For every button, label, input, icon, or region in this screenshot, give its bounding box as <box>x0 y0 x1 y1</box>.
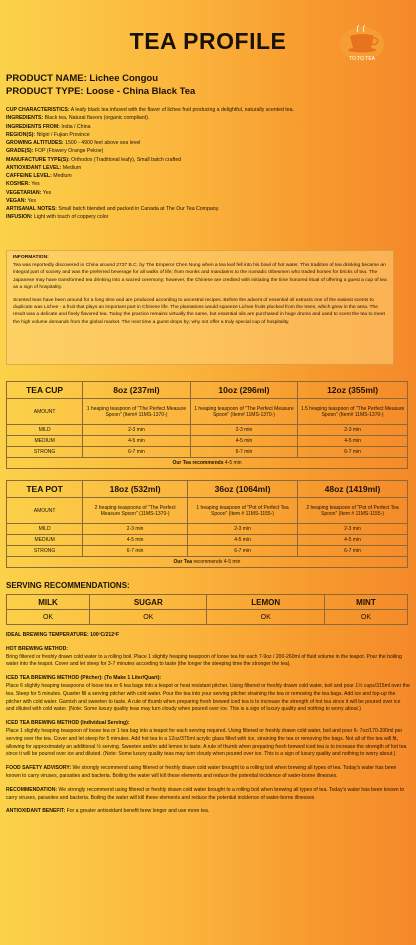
iced-individual-text: Place 1 slightly heaping teaspoon of loose tea or 1 tea bag into a teapot for each serving required. Using filtered or freshly drawn cold water, boil and pour 6- 7oz/170-200ml per serving over the tea. Cover and let steep for 5 minutes. Add hot tea to a 12oz/375ml acrylic glass filled with ice, straining the tea or removing the bags. Not all of the tea will fit, allowing for approximately an additional ½ serving. Sweeten and/or add lemon to taste. A rule of thumb when preparing fresh brewed iced tea is to increase the strength of hot tea since it will be poured over ice and diluted. (Note: Some luxury quality teas may turn cloudy when poured over ice. This is a sign of luxury quality and nothing to worry about.) <box>6 727 407 758</box>
tea-cup-amount-label: AMOUNT <box>7 399 83 425</box>
property-value: 1500 - 4900 feet above sea level <box>65 140 141 146</box>
tea-pot-amount-2: 1 heaping teaspoon of "Pot of Perfect Tea Spoon" (Item # 11MS-1155-) <box>188 498 298 524</box>
property-value: Yes <box>27 197 37 204</box>
tea-pot-cell: 2-3 min <box>188 524 298 535</box>
food-safety-heading: FOOD SAFETY ADVISORY: <box>6 765 72 772</box>
tea-cup-rec-value: 4-5 min <box>224 460 242 466</box>
property-line <box>6 164 410 172</box>
tea-pot-col-3: 48oz (1419ml) <box>298 481 408 498</box>
serving-col: MINT <box>324 595 407 610</box>
property-key: REGION(S): <box>6 131 36 138</box>
tea-pot-cell: 2-3 min <box>83 524 188 535</box>
property-value: Small batch blended and packed in Canada at The Our Tea Company. <box>58 206 220 212</box>
property-line <box>6 114 410 122</box>
tea-cup-row-label: MILD <box>7 425 83 436</box>
property-value: Orthodox (Traditional leafy), Small batch crafted <box>71 156 182 163</box>
property-line <box>6 205 410 213</box>
tea-cup-cell: 2-3 min <box>190 425 298 436</box>
property-value: Medium <box>53 173 72 179</box>
tea-pot-recommendation <box>7 557 408 568</box>
serving-col: MILK <box>7 595 90 610</box>
tea-pot-row-label: STRONG <box>7 546 83 557</box>
recommendation-heading: RECOMMENDATION: <box>6 786 58 793</box>
serving-table <box>6 594 408 625</box>
property-value: Light with touch of coppery color <box>33 214 109 221</box>
food-safety-text: We strongly recommend using filtered or freshly drawn cold water brought to a rolling boil when brewing all types of tea. Today's water has been known to carry viruses, parasites and bacteria. Boiling the water will kill these elements and reduce the potential incidence of water-borne illnesses. <box>6 765 397 779</box>
product-name-line <box>6 73 158 84</box>
tea-pot-cell: 6-7 min <box>188 546 298 557</box>
tea-pot-col-1: 18oz (532ml) <box>83 481 188 498</box>
antioxidant-text: For a greater antioxidant benefit brew longer and use more tea. <box>66 808 210 815</box>
brewing-instructions <box>6 632 410 822</box>
property-key: VEGAN: <box>6 197 27 204</box>
property-value: Black tea, Natural flavors (organic compliant). <box>44 115 150 122</box>
tea-cup-amount-3: 1.5 heaping teaspoon of "The Perfect Measure Spoon" (Item# 11MS-1370-) <box>298 399 408 425</box>
property-value: Nilgiri / Fujian Province <box>36 131 90 138</box>
property-key: GROWING ALTITUDES: <box>6 140 64 146</box>
tea-cup-cell: 4-5 min <box>190 436 298 447</box>
iced-pitcher-text: Place 6 slightly heaping teaspoons of loose tea or 6 tea bags into a teapot or heat resistant pitcher. Using filtered or freshly drawn cold water, boil and pour 1½ cups/315ml over the tea. Steep for 5 minutes. Quarter fill a serving pitcher with cold water. Pour the tea into your serving pitcher straining the tea or removing the tea bags. Add ice and top-up the pitcher with cold water. Garnish and sweeten to taste. A rule of thumb when preparing fresh brewed iced tea is to increase the strength of hot tea since it will be poured over ice and diluted with cold water. (Note: Some luxury quality teas may turn cloudy when poured over ice. This is a sign of luxury quality and nothing to worry about.) <box>6 682 410 713</box>
serving-val: OK <box>90 610 207 625</box>
tea-cup-cell: 6-7 min <box>298 447 408 458</box>
iced-individual-heading: ICED TEA BREWING METHOD (Individual Serving): <box>6 720 130 727</box>
tea-pot-table <box>6 480 408 568</box>
recommendation-text: We strongly recommend using filtered or freshly drawn cold water brought to a rolling boil when brewing all types of tea. Today's water has been known to carry viruses, parasites and bacteria. Boiling the water will kill these elements and reduce the potential incidence of water-borne illnesses <box>6 786 405 801</box>
property-line <box>6 213 410 221</box>
property-key: ANTIOXIDANT LEVEL: <box>6 164 62 171</box>
hot-method-heading: HOT BREWING METHOD: <box>6 645 68 652</box>
property-line <box>6 180 410 188</box>
serving-heading: SERVING RECOMMENDATIONS: <box>6 581 130 590</box>
tea-pot-cell: 2-3 min <box>298 524 408 535</box>
property-key: KOSHER: <box>6 181 30 188</box>
tea-pot-amount-1: 2 heaping teaspoons of "The Perfect Measure Spoon" (11MS-1370-) <box>83 498 188 524</box>
property-line <box>6 139 410 147</box>
tea-pot-cell: 6-7 min <box>298 546 408 557</box>
product-type-line <box>6 86 195 97</box>
tea-cup-amount-1: 1 heaping teaspoon of "The Perfect Measure Spoon" (Item# 11MS-1370-) <box>83 399 191 425</box>
property-value: FOP (Flowery Orange Pekoe) <box>34 148 104 155</box>
serving-col: LEMON <box>207 595 324 610</box>
property-key: INGREDIENTS FROM: <box>6 123 60 130</box>
tea-pot-row-label: MILD <box>7 524 83 535</box>
property-value: Yes <box>42 189 52 196</box>
tea-pot-amount-label: AMOUNT <box>7 498 83 524</box>
antioxidant-heading: ANTIOXIDANT BENEFIT: <box>6 808 66 815</box>
property-line <box>6 147 410 155</box>
property-key: INFUSION: <box>6 214 33 221</box>
tea-cup-row-label: STRONG <box>7 447 83 458</box>
property-value: A leafy black tea infused with the flavor of lichee fruit producing a delightful, naturally scented tea. <box>70 107 294 113</box>
property-key: ARTISANAL NOTES: <box>6 206 57 212</box>
property-value: India / China <box>61 123 91 130</box>
product-name-label: PRODUCT NAME: <box>6 73 87 84</box>
property-value: Yes <box>31 181 40 188</box>
property-key: CAFFEINE LEVEL: <box>6 173 52 179</box>
information-paragraph-1: Tea was reportedly discovered in China around 2737 B.C. by The Emperor Chen Nung when a tea leaf fell into his bowl of hot water. This tradition of tea drinking became an integral part of society and was the preferred beverage for all walks of life; from monks and mandarins to the nomadic tribesmen who traded horses for bricks of tea. The Japanese may have transformed tea drinking into a sacred ceremony; however, the Chinese are credited with initiating the time honored ritual of offering a guest a cup of tea as a sign of hospitality. <box>13 263 387 290</box>
property-line <box>6 189 410 197</box>
tea-cup-row-label: MEDIUM <box>7 436 83 447</box>
information-box <box>6 250 394 365</box>
tea-cup-cell: 6-7 min <box>190 447 298 458</box>
tea-cup-col-1: 8oz (237ml) <box>83 382 191 399</box>
tea-pot-amount-3: 2 heaping teaspoon of "Pot of Perfect Tea Spoon" (Item # 11MS-1155-) <box>298 498 408 524</box>
serving-val: OK <box>207 610 324 625</box>
tea-pot-rec-value: recommends 4-5 min <box>193 559 241 565</box>
tea-properties <box>6 106 410 222</box>
tea-pot-cell: 4-5 min <box>298 535 408 546</box>
information-paragraph-2: Scented teas have been around for a long time and are produced according to ancestral recipes. Before the advent of essential oil extracts one of the easiest scents to duplicate was Lichee - a fruit that plays an important part in Chinese life. The plantations would squeeze Lichee fruits plucked from the trees, which grew in the area. The result was a delicate and finely flavored tea. Today the practice remains virtually the same, but essential oils are purchased in huge drums and used to scent the tea to meet the high volume demands from the global market. The next time a guest drops by; why not offer a truly special cup of hospitality. <box>13 298 385 325</box>
tea-cup-rec-label: Our Tea recommends <box>172 460 224 466</box>
tea-cup-cell: 2-3 min <box>298 425 408 436</box>
tea-pot-rec-label: Our Tea <box>173 559 193 565</box>
teacup-logo-icon <box>336 22 388 66</box>
tea-pot-cell: 4-5 min <box>188 535 298 546</box>
property-line <box>6 172 410 180</box>
tea-pot-cell: 6-7 min <box>83 546 188 557</box>
tea-pot-cell: 4-5 min <box>83 535 188 546</box>
tea-pot-row-label: MEDIUM <box>7 535 83 546</box>
tea-cup-col-2: 10oz (296ml) <box>190 382 298 399</box>
tea-cup-amount-2: 1 heaping teaspoon of "The Perfect Measure Spoon" (Item# 11MS-1370-) <box>190 399 298 425</box>
property-key: INGREDIENTS: <box>6 115 44 122</box>
tea-pot-col-2: 36oz (1064ml) <box>188 481 298 498</box>
property-line <box>6 156 410 164</box>
page-title: TEA PROFILE <box>129 28 287 54</box>
property-key: MANUFACTURE TYPE(S): <box>6 156 70 163</box>
ideal-temp: IDEAL BREWING TEMPERATURE: 100ºC/212ºF <box>6 632 120 638</box>
tea-cup-col-3: 12oz (355ml) <box>298 382 408 399</box>
iced-pitcher-heading: ICED TEA BREWING METHOD (Pitcher): (To Make 1 Liter/Quart): <box>6 675 162 682</box>
information-heading: INFORMATION: <box>13 255 49 260</box>
tea-cup-cell: 4-5 min <box>83 436 191 447</box>
product-name: Lichee Congou <box>89 73 159 84</box>
property-line <box>6 106 410 114</box>
property-key: CUP CHARACTERISTICS: <box>6 107 70 113</box>
hot-method-text: Bring filtered or freshly drawn cold water to a rolling boil. Place 1 slightly heaping teaspoon of loose tea for each 7-9oz / 200-260ml of fluid volume in the teapot. Pour the boiling water into the teapot. Cover and let steep for 3-7 minutes according to taste (the longer the steeping time the stronger the tea). <box>6 653 402 668</box>
property-line <box>6 197 410 205</box>
property-line <box>6 123 410 131</box>
property-key: VEGETARIAN: <box>6 189 42 196</box>
product-type: Loose - China Black Tea <box>86 86 196 97</box>
property-line <box>6 131 410 139</box>
tea-cup-header: TEA CUP <box>7 382 83 399</box>
serving-col: SUGAR <box>90 595 207 610</box>
tea-cup-table <box>6 381 408 469</box>
tea-pot-header: TEA POT <box>7 481 83 498</box>
serving-val: OK <box>324 610 407 625</box>
product-type-label: PRODUCT TYPE: <box>6 86 84 97</box>
tea-cup-cell: 4-5 min <box>298 436 408 447</box>
property-value: Medium <box>62 164 82 171</box>
serving-val: OK <box>7 610 90 625</box>
tea-cup-cell: 6-7 min <box>83 447 191 458</box>
property-key: GRADE(S): <box>6 148 34 155</box>
tea-cup-cell: 2-3 min <box>83 425 191 436</box>
logo-text: TO TO TEA <box>348 56 376 62</box>
tea-cup-recommendation <box>7 458 408 469</box>
